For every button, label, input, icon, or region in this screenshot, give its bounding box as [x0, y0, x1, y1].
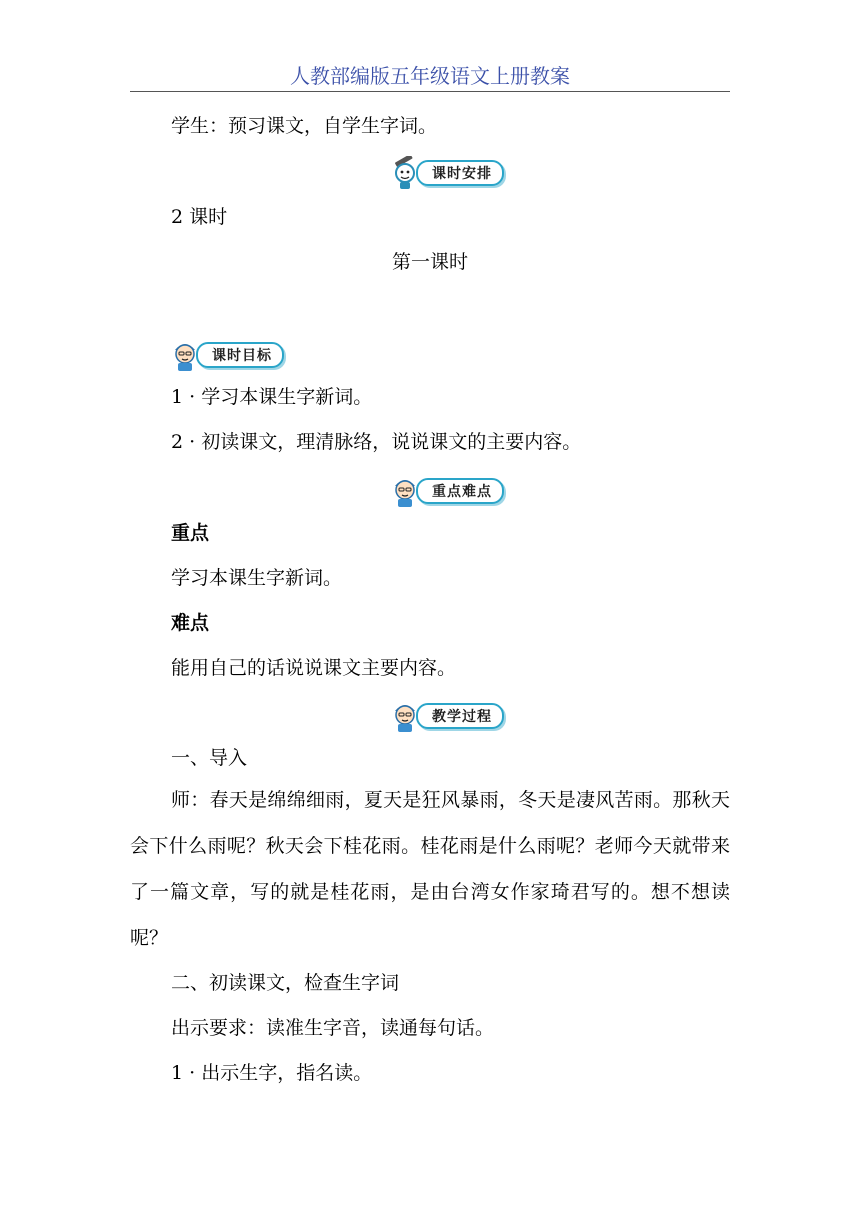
badge-goals-label: 课时目标	[196, 342, 284, 368]
intro-paragraph: 师：春天是绵绵细雨，夏天是狂风暴雨，冬天是凄风苦雨。那秋天会下什么雨呢？秋天会下桂花雨。桂花雨是什么雨呢？老师今天就带来了一篇文章，写的就是桂花雨，是由台湾女作家琦君写的。想不想读呢？	[130, 789, 730, 949]
goal-item-2: 2 · 初读课文，理清脉络，说说课文的主要内容。	[171, 431, 582, 453]
badge-process	[390, 699, 504, 733]
mascot-icon	[390, 474, 420, 508]
difficulty-label: 难点	[171, 612, 210, 634]
mascot-icon	[170, 338, 200, 372]
requirements-line: 出示要求：读准生字音，读通每句话。	[171, 1017, 495, 1039]
page-header-title: 人教部编版五年级语文上册教案	[290, 64, 570, 88]
badge-schedule-label: 课时安排	[416, 160, 504, 186]
header-divider	[130, 91, 730, 92]
show-characters-line: 1 · 出示生字，指名读。	[171, 1062, 373, 1084]
lesson-one-heading: 第一课时	[391, 251, 468, 273]
hours-line: 2 课时	[171, 206, 228, 228]
badge-key-points-label: 重点难点	[416, 478, 504, 504]
key-point-label: 重点	[171, 522, 210, 544]
key-point-text: 学习本课生字新词。	[171, 567, 343, 589]
goal-item-1: 1 · 学习本课生字新词。	[171, 386, 373, 408]
students-prep-line: 学生：预习课文，自学生字词。	[171, 115, 438, 137]
badge-key-points	[390, 474, 504, 508]
badge-process-label: 教学过程	[416, 703, 504, 729]
mascot-icon	[390, 156, 420, 190]
difficulty-text: 能用自己的话说说课文主要内容。	[171, 657, 457, 679]
step-two-heading: 二、初读课文，检查生字词	[171, 972, 400, 994]
badge-goals	[170, 338, 284, 372]
badge-schedule	[390, 156, 504, 190]
step-one-heading: 一、导入	[171, 747, 248, 769]
mascot-icon	[390, 699, 420, 733]
